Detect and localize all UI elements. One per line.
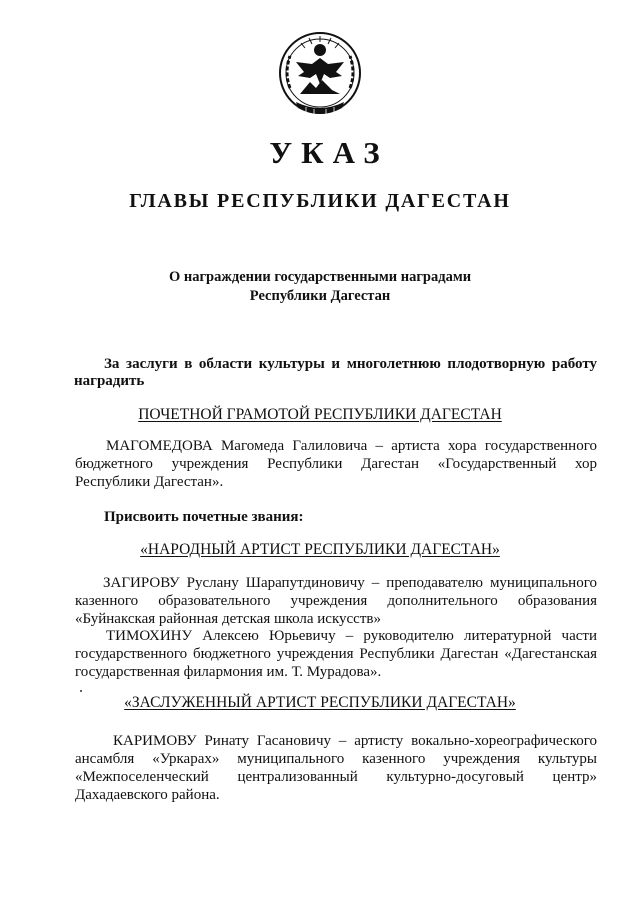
award-person-line: «Межпоселенческий централизованный культурно-досуговый центр» bbox=[75, 769, 597, 785]
award-person-line: КАРИМОВУ Ринату Гасановичу – артисту вокально-хореографического bbox=[113, 733, 597, 749]
award-person-line: казенного образовательного учреждения дополнительного образования bbox=[75, 593, 597, 609]
decree-subject bbox=[0, 268, 640, 306]
preamble-line: За заслуги в области культуры и многолетнюю плодотворную работу bbox=[104, 356, 597, 372]
award-person-line: Республики Дагестан». bbox=[75, 474, 224, 490]
dagestan-coat-of-arms-icon bbox=[276, 28, 364, 120]
titles-intro: Присвоить почетные звания: bbox=[104, 509, 304, 525]
decree-title: УКАЗ bbox=[269, 135, 389, 170]
award-heading: «НАРОДНЫЙ АРТИСТ РЕСПУБЛИКИ ДАГЕСТАН» bbox=[140, 541, 500, 558]
award-heading: «ЗАСЛУЖЕННЫЙ АРТИСТ РЕСПУБЛИКИ ДАГЕСТАН» bbox=[124, 694, 516, 711]
award-person-line: государственного бюджетного учреждения Республики Дагестан «Дагестанская bbox=[75, 646, 597, 662]
award-person-line: «Буйнакская районная детская школа искусств» bbox=[75, 611, 381, 627]
preamble-line: наградить bbox=[74, 373, 145, 389]
scan-speck bbox=[80, 690, 82, 692]
award-person-line: ЗАГИРОВУ Руслану Шарапутдиновичу – преподавателю муниципального bbox=[103, 575, 597, 591]
award-person-line: бюджетного учреждения Республики Дагестан «Государственный хор bbox=[75, 456, 597, 472]
award-person-line: государственная филармония им. Т. Мурадова». bbox=[75, 664, 382, 680]
award-person-line: ТИМОХИНУ Алексею Юрьевичу – руководителю литературной части bbox=[106, 628, 597, 644]
award-person-line: Дахадаевского района. bbox=[75, 787, 220, 803]
award-heading: ПОЧЕТНОЙ ГРАМОТОЙ РЕСПУБЛИКИ ДАГЕСТАН bbox=[138, 406, 502, 423]
award-person-line: МАГОМЕДОВА Магомеда Галиловича – артиста хора государственного bbox=[106, 438, 597, 454]
subject-line: Республики Дагестан bbox=[249, 288, 391, 304]
decree-subtitle: ГЛАВЫ РЕСПУБЛИКИ ДАГЕСТАН bbox=[129, 190, 511, 212]
subject-line: О награждении государственными наградами bbox=[168, 269, 472, 285]
award-person-line: ансамбля «Уркарах» муниципального казенного учреждения культуры bbox=[75, 751, 597, 767]
